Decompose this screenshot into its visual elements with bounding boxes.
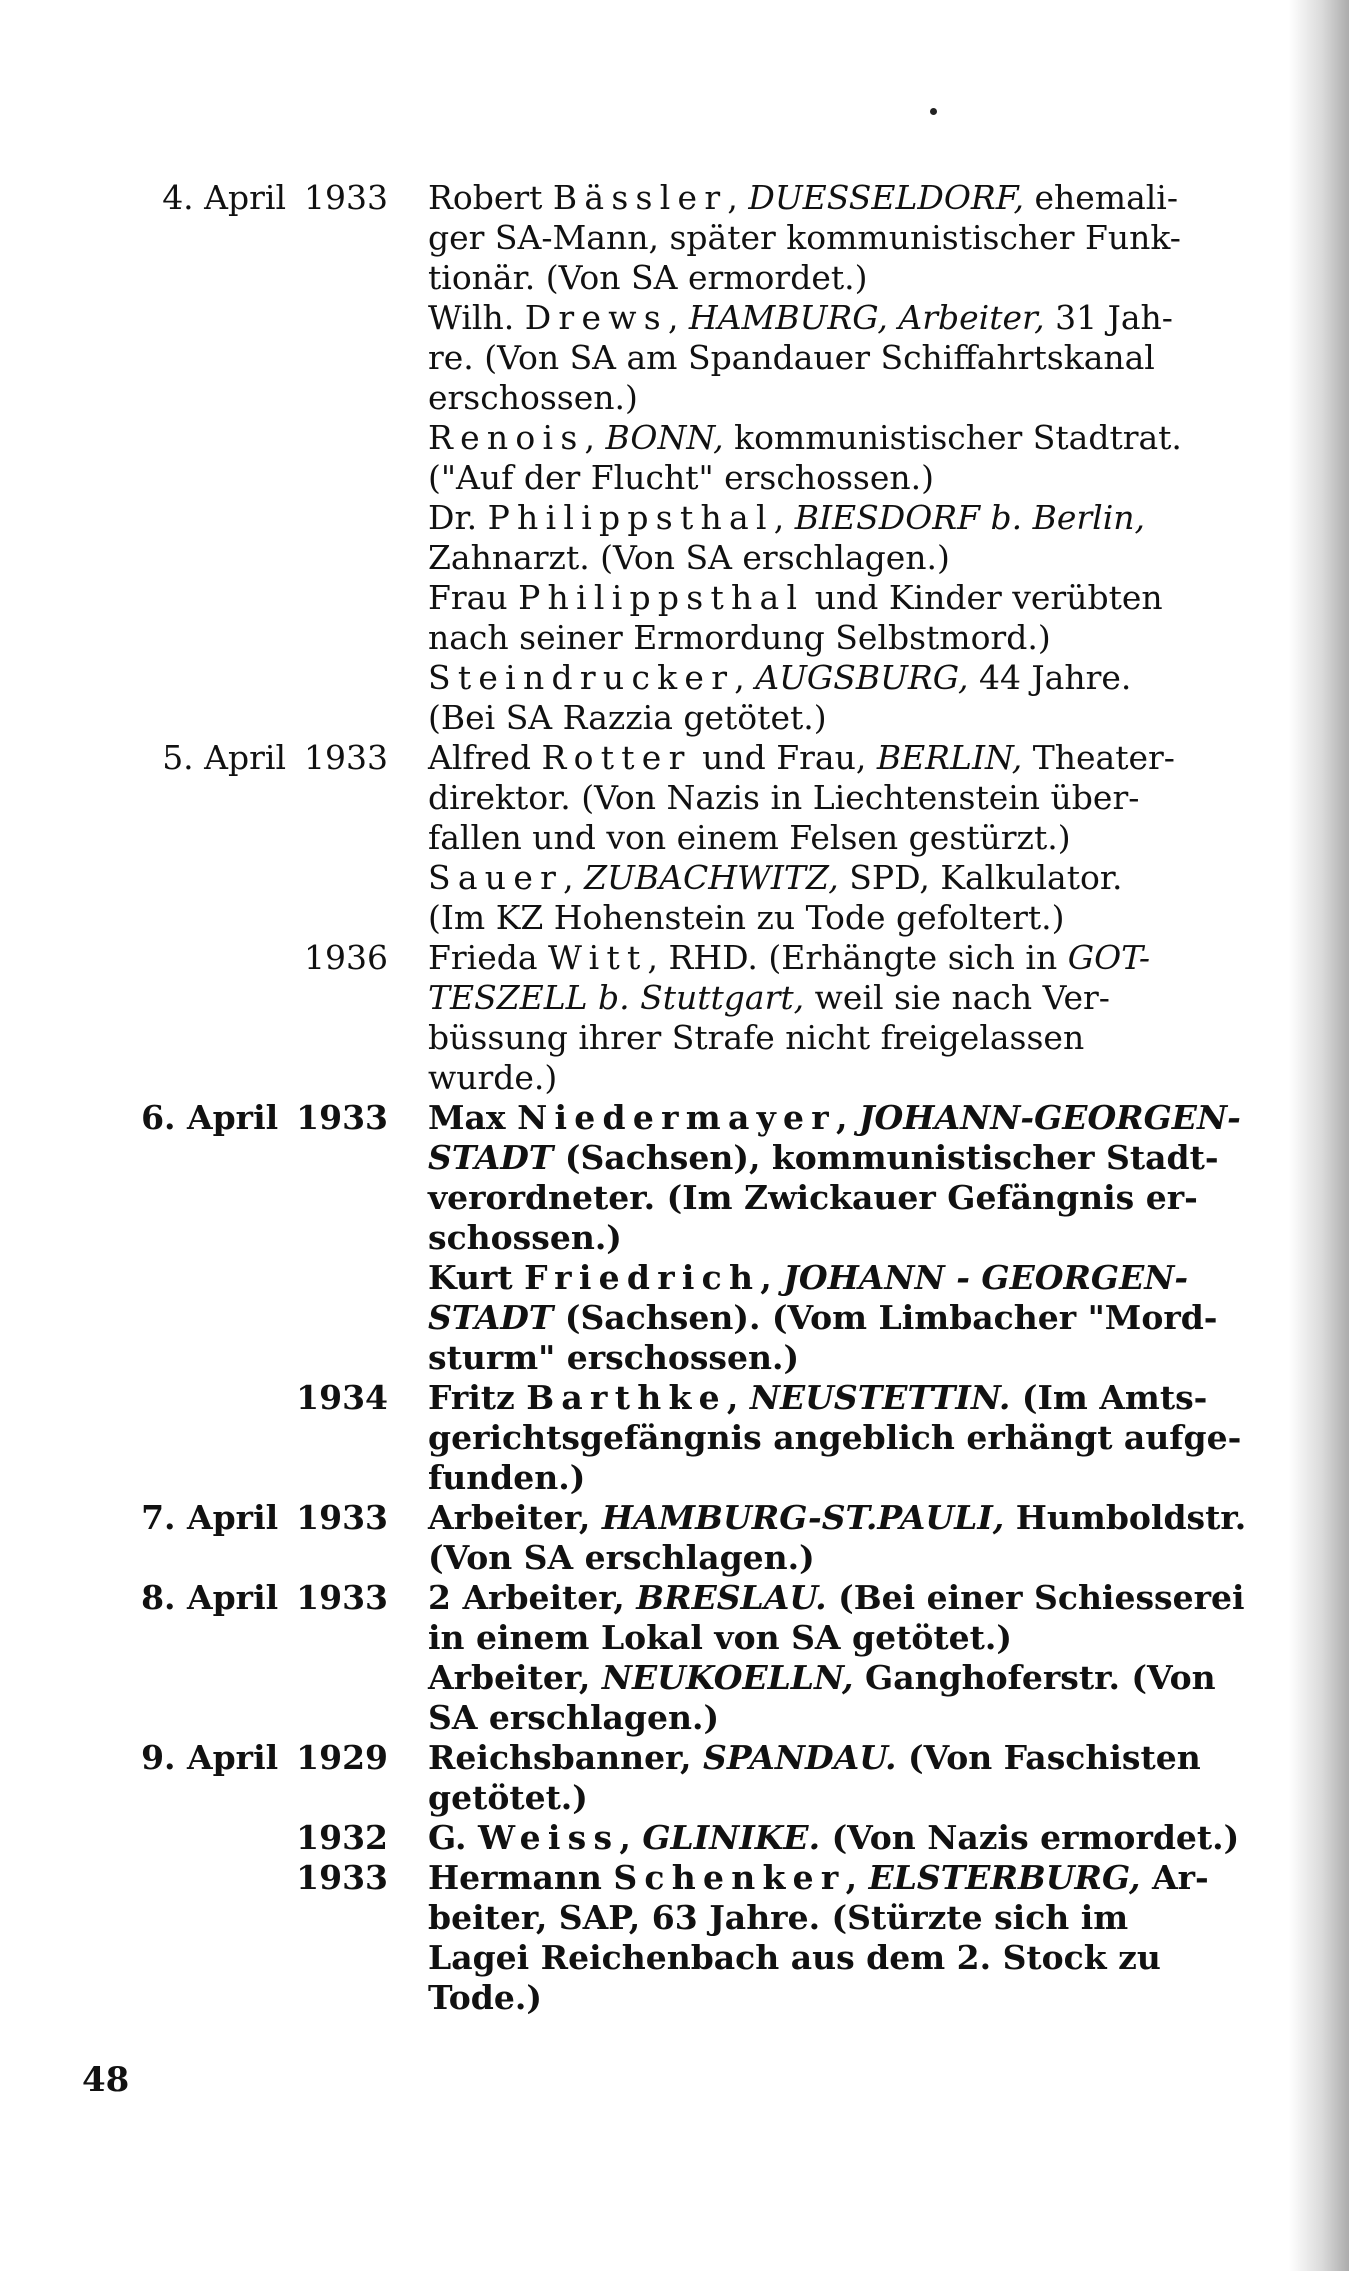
entry-date <box>70 738 388 778</box>
text-line <box>428 1738 1318 1778</box>
text-line <box>428 378 1318 418</box>
entry-day-month: 7. April <box>141 1498 279 1537</box>
spaced-name: Philippsthal <box>518 578 805 617</box>
place-name: BIESDORF b. Berlin, <box>794 498 1145 537</box>
text-run: (Bei SA Razzia getötet.) <box>428 698 827 737</box>
text-run: , <box>619 1818 643 1857</box>
entry-text <box>428 1818 1318 1858</box>
text-run: , <box>584 418 606 457</box>
text-run: (Von Nazis ermordet.) <box>820 1818 1240 1857</box>
entry-date <box>70 1578 388 1618</box>
text-run: Arbeiter, <box>428 1658 602 1697</box>
text-run: beiter, SAP, 63 Jahre. (Stürzte sich im <box>428 1898 1129 1937</box>
text-line <box>428 1298 1318 1338</box>
text-run: Hermann <box>428 1858 614 1897</box>
text-run: , <box>835 1098 859 1137</box>
text-run: Frau <box>428 578 519 617</box>
text-run: , <box>760 1258 784 1297</box>
text-run: Kurt <box>428 1258 525 1297</box>
spaced-name: Drews <box>524 298 668 337</box>
text-run: (Von SA erschlagen.) <box>428 1538 815 1577</box>
text-run: büssung ihrer Strafe nicht freigelassen <box>428 1018 1085 1057</box>
place-name: BERLIN, <box>876 738 1023 777</box>
text-line <box>428 1778 1318 1818</box>
spaced-name: Sauer <box>428 858 564 897</box>
place-name: GLINIKE. <box>642 1818 821 1857</box>
text-line <box>428 698 1318 738</box>
entry-text <box>428 1578 1318 1738</box>
text-run: Zahnarzt. (Von SA erschlagen.) <box>428 538 950 577</box>
place-name: NEUSTETTIN. <box>749 1378 1011 1417</box>
entry-day-month: 5. April <box>162 738 287 777</box>
text-line <box>428 1938 1318 1978</box>
text-run: kommunistischer Stadtrat. <box>723 418 1182 457</box>
spaced-name: Renois <box>428 418 585 457</box>
text-line <box>428 1218 1318 1258</box>
entry-date <box>70 938 388 978</box>
place-name: ELSTERBURG, <box>868 1858 1141 1897</box>
text-line <box>428 1898 1318 1938</box>
text-run: Ganghoferstr. (Von <box>853 1658 1216 1697</box>
place-name: TESZELL b. Stuttgart, <box>428 978 805 1017</box>
text-line <box>428 1698 1318 1738</box>
entry-date <box>70 1098 388 1138</box>
text-line <box>428 1818 1318 1858</box>
text-line <box>428 1618 1318 1658</box>
text-line <box>428 1418 1318 1458</box>
entry-day-month: 4. April <box>162 178 287 217</box>
entry-date <box>70 1738 388 1778</box>
text-run: , <box>727 178 749 217</box>
text-run: getötet.) <box>428 1778 588 1817</box>
spaced-name: Witt <box>548 938 648 977</box>
spaced-name: Niedermayer <box>517 1098 836 1137</box>
text-run: Theater- <box>1022 738 1175 777</box>
text-run: Dr. <box>428 498 488 537</box>
entry-text <box>428 1498 1318 1578</box>
place-name: JOHANN - GEORGEN- <box>783 1258 1189 1297</box>
place-name: HAMBURG-ST.PAULI, <box>601 1498 1005 1537</box>
text-run: re. (Von SA am Spandauer Schiffahrtskanal <box>428 338 1155 377</box>
entry-date <box>70 1378 388 1418</box>
place-name: AUGSBURG, <box>755 658 969 697</box>
text-run: Fritz <box>428 1378 527 1417</box>
text-line <box>428 1458 1318 1498</box>
text-line <box>428 938 1318 978</box>
entry-year: 1934 <box>296 1378 388 1417</box>
entry-day-month: 6. April <box>141 1098 279 1137</box>
text-run: ger SA-Mann, später kommunistischer Funk- <box>428 218 1181 257</box>
print-speck <box>930 108 937 115</box>
entry-date <box>70 1858 388 1898</box>
text-run: Reichsbanner, <box>428 1738 704 1777</box>
text-line <box>428 178 1318 218</box>
entry-day-month: 8. April <box>141 1578 279 1617</box>
text-run: Alfred <box>428 738 542 777</box>
entry-year: 1929 <box>296 1738 388 1777</box>
spaced-name: Philippsthal <box>487 498 774 537</box>
place-name: SPANDAU. <box>703 1738 897 1777</box>
entry-year: 1933 <box>296 1578 388 1617</box>
text-line <box>428 1018 1318 1058</box>
place-name: DUESSELDORF, <box>748 178 1024 217</box>
spaced-name: Friedrich <box>524 1258 761 1297</box>
text-run: fallen und von einem Felsen gestürzt.) <box>428 818 1071 857</box>
entry-text <box>428 738 1318 938</box>
text-line <box>428 898 1318 938</box>
text-run: Lagei Reichenbach aus dem 2. Stock zu <box>428 1938 1161 1977</box>
text-run: Ar- <box>1140 1858 1209 1897</box>
text-run: weil sie nach Ver- <box>804 978 1110 1017</box>
text-run: 2 Arbeiter, <box>428 1578 637 1617</box>
text-line <box>428 1378 1318 1418</box>
text-run: und Frau, <box>691 738 877 777</box>
text-line <box>428 1498 1318 1538</box>
text-run: , <box>563 858 585 897</box>
text-run: Max <box>428 1098 518 1137</box>
page-number: 48 <box>82 2060 130 2100</box>
text-run: , <box>726 1378 750 1417</box>
text-run: (Im Amts- <box>1010 1378 1208 1417</box>
place-name: STADT <box>428 1138 554 1177</box>
text-line <box>428 1338 1318 1378</box>
entry-date <box>70 1818 388 1858</box>
text-line <box>428 258 1318 298</box>
text-line <box>428 1058 1318 1098</box>
text-line <box>428 1098 1318 1138</box>
text-line <box>428 1258 1318 1298</box>
text-run: , <box>773 498 795 537</box>
place-name: HAMBURG, Arbeiter, <box>688 298 1045 337</box>
text-line <box>428 618 1318 658</box>
text-run: 31 Jah- <box>1044 298 1173 337</box>
spaced-name: Barthke <box>526 1378 727 1417</box>
text-line <box>428 418 1318 458</box>
entry-text <box>428 1098 1318 1378</box>
entry-year: 1933 <box>296 1098 388 1137</box>
entry-year: 1933 <box>304 178 388 217</box>
text-run: schossen.) <box>428 1218 622 1257</box>
text-run: Arbeiter, <box>428 1498 602 1537</box>
text-line <box>428 218 1318 258</box>
text-run: Humboldstr. <box>1004 1498 1247 1537</box>
text-run: (Bei einer Schiesserei <box>826 1578 1245 1617</box>
spaced-name: Rotter <box>541 738 692 777</box>
text-run: , RHD. (Erhängte sich in <box>647 938 1068 977</box>
text-line <box>428 818 1318 858</box>
text-run: tionär. (Von SA ermordet.) <box>428 258 868 297</box>
text-line <box>428 1178 1318 1218</box>
text-run: (Im KZ Hohenstein zu Tode gefoltert.) <box>428 898 1065 937</box>
text-run: in einem Lokal von SA getötet.) <box>428 1618 1012 1657</box>
text-line <box>428 978 1318 1018</box>
place-name: NEUKOELLN, <box>601 1658 854 1697</box>
text-run: Tode.) <box>428 1978 542 2017</box>
place-name: ZUBACHWITZ, <box>584 858 839 897</box>
text-line <box>428 1978 1318 2018</box>
entry-text <box>428 1738 1318 1818</box>
text-line <box>428 498 1318 538</box>
text-run: direktor. (Von Nazis in Liechtenstein über- <box>428 778 1140 817</box>
entry-year: 1933 <box>296 1858 388 1897</box>
text-line <box>428 738 1318 778</box>
text-run: Robert <box>428 178 553 217</box>
text-run: G. <box>428 1818 478 1857</box>
entry-year: 1933 <box>296 1498 388 1537</box>
text-line <box>428 1658 1318 1698</box>
text-line <box>428 1578 1318 1618</box>
text-run: , <box>667 298 689 337</box>
entry-text <box>428 1378 1318 1498</box>
spaced-name: Steindrucker <box>428 658 735 697</box>
text-line <box>428 778 1318 818</box>
text-run: SPD, Kalkulator. <box>838 858 1123 897</box>
text-run: und Kinder verübten <box>804 578 1163 617</box>
entry-date <box>70 178 388 218</box>
text-run: ehemali- <box>1023 178 1179 217</box>
text-run: gerichtsgefängnis angeblich erhängt aufge- <box>428 1418 1242 1457</box>
text-run: erschossen.) <box>428 378 638 417</box>
entry-text <box>428 1858 1318 2018</box>
text-line <box>428 298 1318 338</box>
spaced-name: Bässler <box>552 178 728 217</box>
text-line <box>428 538 1318 578</box>
text-line <box>428 458 1318 498</box>
entry-text <box>428 938 1318 1098</box>
spaced-name: Schenker <box>613 1858 846 1897</box>
text-run: (Von Faschisten <box>896 1738 1201 1777</box>
text-line <box>428 578 1318 618</box>
place-name: STADT <box>428 1298 554 1337</box>
text-run: 44 Jahre. <box>968 658 1132 697</box>
text-run: Frieda <box>428 938 549 977</box>
text-run: (Sachsen). (Vom Limbacher "Mord- <box>553 1298 1218 1337</box>
spaced-name: Weiss <box>477 1818 620 1857</box>
text-run: ("Auf der Flucht" erschossen.) <box>428 458 934 497</box>
entry-date <box>70 1498 388 1538</box>
text-line <box>428 1538 1318 1578</box>
place-name: GOT- <box>1067 938 1151 977</box>
text-run: , <box>845 1858 869 1897</box>
text-run: , <box>734 658 756 697</box>
text-run: SA erschlagen.) <box>428 1698 720 1737</box>
place-name: JOHANN-GEORGEN- <box>858 1098 1241 1137</box>
text-run: sturm" erschossen.) <box>428 1338 800 1377</box>
text-line <box>428 1858 1318 1898</box>
place-name: BONN, <box>605 418 724 457</box>
text-run: (Sachsen), kommunistischer Stadt- <box>553 1138 1219 1177</box>
text-line <box>428 1138 1318 1178</box>
text-run: wurde.) <box>428 1058 558 1097</box>
entry-day-month: 9. April <box>141 1738 279 1777</box>
entry-year: 1936 <box>304 938 388 977</box>
entry-year: 1932 <box>296 1818 388 1857</box>
text-run: Wilh. <box>428 298 525 337</box>
text-line <box>428 338 1318 378</box>
text-run: nach seiner Ermordung Selbstmord.) <box>428 618 1051 657</box>
place-name: BRESLAU. <box>636 1578 827 1617</box>
text-line <box>428 658 1318 698</box>
entry-text <box>428 178 1318 738</box>
text-run: verordneter. (Im Zwickauer Gefängnis er- <box>428 1178 1198 1217</box>
text-run: funden.) <box>428 1458 586 1497</box>
entry-year: 1933 <box>304 738 388 777</box>
text-line <box>428 858 1318 898</box>
